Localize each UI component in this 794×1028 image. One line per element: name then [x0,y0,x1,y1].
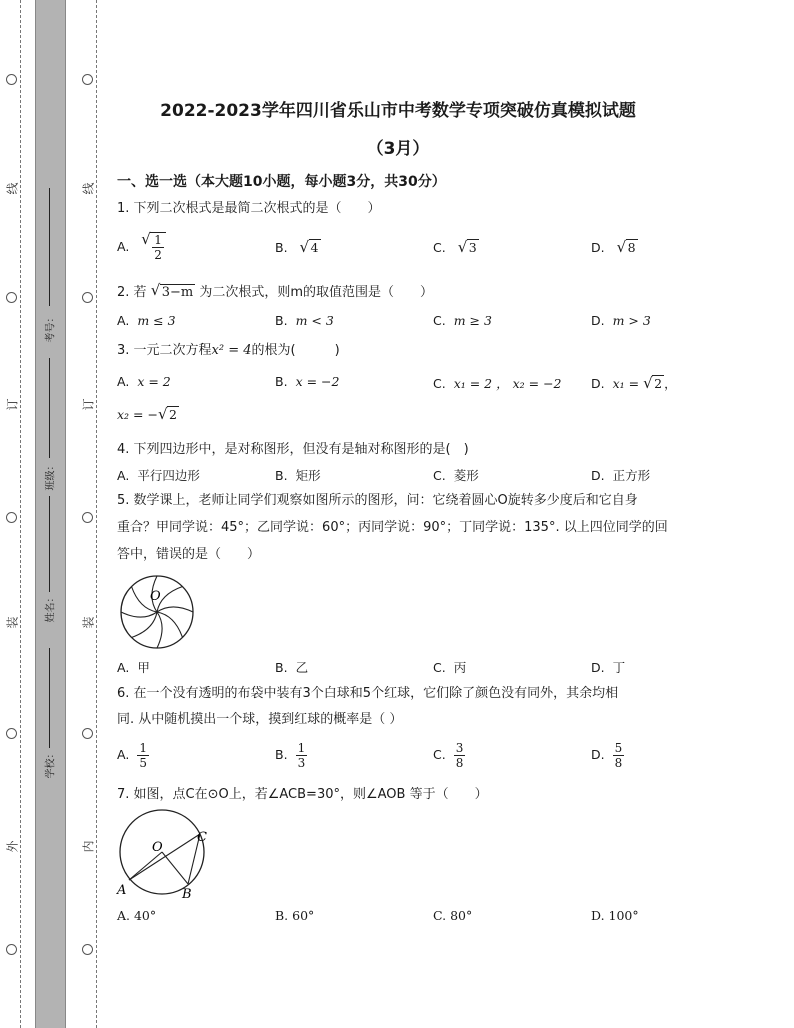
q4-option-d[interactable] [591,466,650,484]
q6-option-d[interactable] [591,741,624,770]
numerator: 1 [139,741,147,755]
label-a: A [117,883,127,898]
option-key: D. [591,313,605,328]
question-5-line-3: 答中，错误的是（ ） [117,547,261,562]
option-text: 矩形 [295,468,321,483]
option-key: B. [275,747,288,762]
option-key: C. [433,468,446,483]
option-text: m > 3 [612,313,651,328]
option-text: m ≥ 3 [453,313,492,328]
option-text: 丙 [453,660,467,675]
pinwheel-arc [121,612,157,617]
option-text: 正方形 [612,468,651,483]
option-key: A. [117,238,130,254]
option-text: x = −2 [295,374,340,389]
binding-line-inner [96,0,97,1028]
option-key: D. [591,240,605,255]
option-key: C. [433,376,446,391]
stem-text: 的根为( ) [251,343,340,358]
outer-char-zhuang: 装 [5,616,20,629]
label-o: O [152,840,163,855]
question-4-stem: 4. 下列四边形中，是对称图形，但没有是轴对称图形的是( ) [117,442,469,457]
field-name[interactable] [40,488,58,623]
option-key: B. [275,313,288,328]
question-5-line-2: 重合？甲同学说：45°；乙同学说：60°；丙同学说：90°；丁同学说：135°. 以上四位同学的回 [117,520,668,535]
q2-option-d[interactable] [591,313,651,328]
q3-option-c[interactable] [433,374,562,392]
option-text: m ≤ 3 [137,313,176,328]
q3-option-d[interactable] [591,374,677,392]
paper-title-month: （3月） [366,139,430,159]
option-key: D. [591,376,605,391]
fraction [613,741,625,770]
q1-option-a[interactable] [117,232,166,262]
q6-option-a[interactable] [117,741,149,770]
question-5-line-1: 5. 数学课上，老师让同学们观察如图所示的图形，问：它绕着圆心O旋转多少度后和它自身 [117,493,638,508]
hole-inner-1 [82,74,93,85]
numerator: 5 [614,741,623,755]
q4-option-c[interactable] [433,466,479,484]
outer-char-wai: 外 [5,840,20,853]
q4-option-a[interactable] [117,466,200,484]
option-text: x₂ = − [117,407,158,422]
inner-char-xian: 线 [81,182,96,195]
q5-option-b[interactable] [275,658,308,676]
option-key: D. [591,747,605,762]
sqrt-sign [151,279,196,306]
hole-outer-1 [6,74,17,85]
label-c: C [197,830,207,845]
hole-inner-3 [82,512,93,523]
option-text: x = 2 [137,374,171,389]
center-label: O [150,589,161,604]
denominator: 8 [455,756,464,770]
q4-option-b[interactable] [275,466,321,484]
q2-option-b[interactable] [275,313,334,328]
outer-char-xian: 线 [5,182,20,195]
option-key: C. [433,313,446,328]
pinwheel-arc [157,612,183,638]
option-key: C. [433,240,446,255]
option-text: x₁ = [612,376,640,391]
option-key: A. [117,660,130,675]
field-school[interactable] [40,640,58,779]
question-7-stem: 7. 如图，点C在⊙O上，若∠ACB=30°，则∠AOB 等于（ ） [117,787,488,802]
question-2-stem [117,279,677,306]
q3-option-d-cont[interactable] [117,407,179,422]
radicand: 3 [468,240,477,255]
q5-pinwheel-figure [116,575,198,649]
q6-option-b[interactable] [275,741,307,770]
numerator: 3 [455,741,464,755]
stem-text: 2. 若 [117,285,147,300]
equation: x² = 4 [211,343,252,358]
q1-option-c[interactable] [433,240,479,255]
q3-option-a[interactable] [117,374,171,389]
sqrt-sign [300,240,321,255]
field-label: 考号： [45,312,57,343]
option-key: B. [275,660,288,675]
hole-outer-2 [6,292,17,303]
option-text: x₁ = 2 ， x₂ = −2 [453,376,562,391]
sqrt-sign [158,407,179,422]
q7-circle-figure [112,808,212,902]
option-text: ， [664,376,677,391]
option-text: m < 3 [295,313,334,328]
option-key: A. [117,468,130,483]
hole-outer-3 [6,512,17,523]
field-exam-number[interactable] [40,180,58,343]
option-key: B. [275,468,288,483]
q7-option-d[interactable]: D. 100° [591,908,639,923]
fraction [296,741,308,770]
radicand: 8 [627,240,636,255]
question-6-line-1: 6. 在一个没有透明的布袋中装有3个白球和5个红球，它们除了颜色没有同外，其余均相 [117,686,619,701]
fraction [150,232,166,262]
option-text: 平行四边形 [137,468,200,483]
field-line [49,496,50,592]
outer-char-ding: 订 [5,398,20,411]
option-key: A. [117,313,130,328]
stem-text: 3. 一元二次方程 [117,343,212,358]
inner-char-zhuang: 装 [81,616,96,629]
radicand: 2 [168,407,177,422]
option-key: D. [591,468,605,483]
q1-option-d[interactable] [591,240,638,255]
option-key: D. [591,660,605,675]
paper-title: 2022-2023学年四川省乐山市中考数学专项突破仿真模拟试题 [160,101,636,121]
hole-outer-4 [6,728,17,739]
q7-option-b[interactable]: B. 60° [275,908,315,923]
field-class[interactable] [40,350,58,491]
denominator: 5 [139,756,147,770]
field-label: 班级： [45,460,57,491]
q7-option-c[interactable]: C. 80° [433,908,473,923]
hole-inner-5 [82,944,93,955]
option-text: 甲 [137,660,150,675]
binding-line-outer [20,0,21,1028]
label-b: B [182,887,192,902]
denominator: 8 [614,756,623,770]
numerator: 1 [297,741,306,755]
field-label: 学校： [45,748,57,779]
q5-option-d[interactable] [591,658,625,676]
sqrt-sign [617,240,638,255]
pinwheel-arc [157,607,193,612]
hole-inner-4 [82,728,93,739]
question-1-stem: 1. 下列二次根式是最简二次根式的是（ ） [117,201,381,216]
section-heading: 一、选一选（本大题10小题，每小题3分，共30分） [117,174,446,190]
option-text: 菱形 [453,468,479,483]
radicand: 3−m [161,285,194,300]
denominator: 3 [297,756,306,770]
q5-option-c[interactable] [433,658,466,676]
radicand: 2 [654,376,663,391]
option-text: 丁 [612,660,626,675]
question-3-stem [117,337,677,364]
sqrt-sign [458,240,479,255]
fraction [454,741,466,770]
option-text: 乙 [295,660,309,675]
q1-option-b[interactable] [275,240,321,255]
pinwheel-arc [132,612,158,638]
option-key: B. [275,240,288,255]
field-label: 姓名： [45,592,57,623]
stem-text: 为二次根式，则m的取值范围是（ ） [199,285,433,300]
q3-option-b[interactable] [275,374,339,389]
denominator: 2 [154,248,162,262]
field-line [49,358,50,458]
hole-inner-2 [82,292,93,303]
sqrt-sign [643,376,664,391]
inner-char-nei: 内 [81,840,96,853]
pinwheel-arc [157,587,183,613]
q5-option-a[interactable] [117,658,150,676]
inner-char-ding: 订 [81,398,96,411]
numerator: √ 1 [154,233,162,247]
hole-outer-5 [6,944,17,955]
q2-option-c[interactable] [433,313,492,328]
radicand: 4 [310,240,319,255]
option-key: C. [433,660,446,675]
pinwheel-arc [157,612,162,648]
option-key: B. [275,374,288,389]
q2-option-a[interactable] [117,313,176,328]
fraction [137,741,149,770]
sqrt-sign [141,232,166,262]
question-6-line-2: 同. 从中随机摸出一个球，摸到红球的概率是（ ） [117,712,403,727]
q7-option-a[interactable]: A. 40° [117,908,157,923]
q6-option-c[interactable] [433,741,465,770]
option-key: A. [117,747,130,762]
option-key: C. [433,747,446,762]
field-line [49,648,50,748]
field-line [49,188,50,306]
option-key: A. [117,374,130,389]
